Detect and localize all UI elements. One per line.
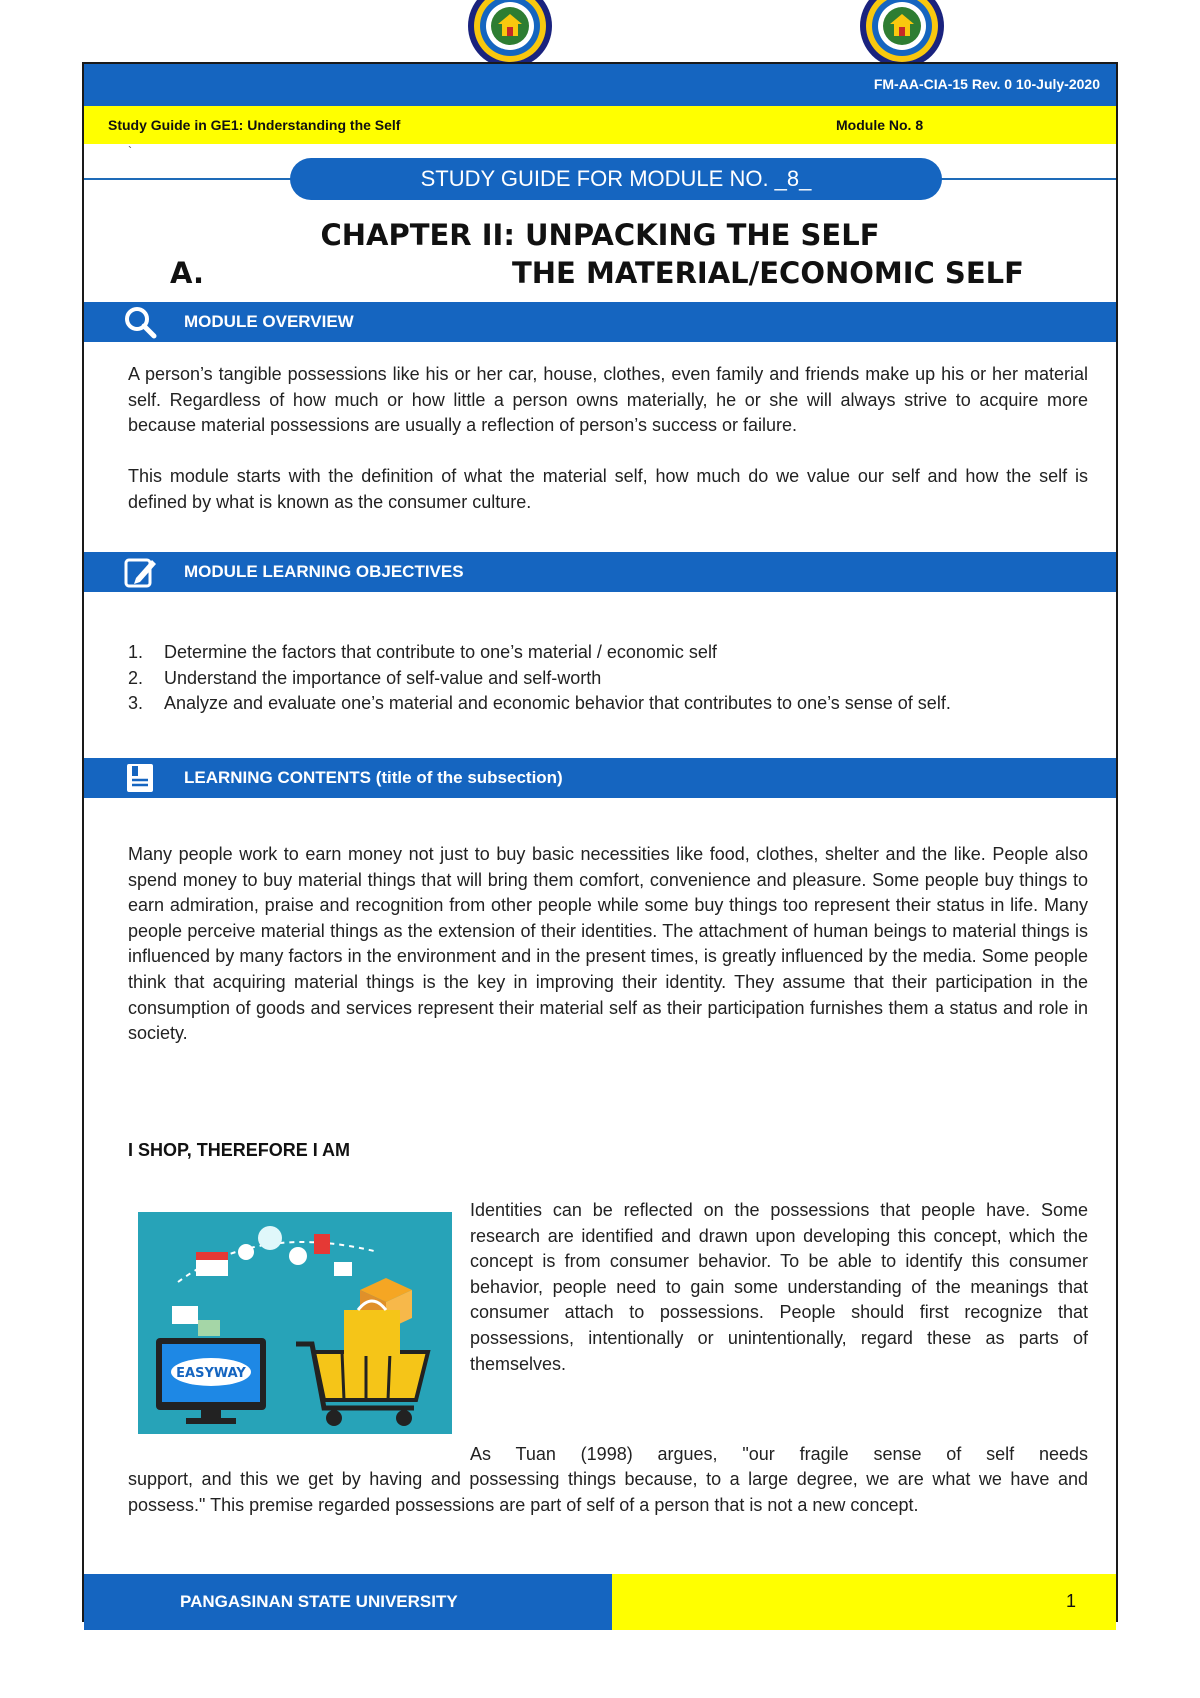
form-code: FM-AA-CIA-15 Rev. 0 10-July-2020 [873,76,1100,92]
header-yellow-bar [84,106,1116,144]
header-blue-bar [84,64,1116,106]
learning-contents-label: LEARNING CONTENTS (title of the subsection) [184,768,563,787]
pencil-edit-icon [122,554,158,590]
objective-text: Analyze and evaluate one’s material and economic behavior that contributes to one’s sense of self. [164,693,951,714]
module-number: Module No. 8 [836,117,924,133]
illustration-brand: EASYWAY [176,1366,246,1381]
page-number: 1 [1065,1591,1076,1611]
objectives-list [128,640,1088,717]
overview-paragraph-1: A person’s tangible possessions like his or her car, house, clothes, even family and friends make up his or her material self. Regardless of how much or how little a person owns materially, he or she will always strive to acquire more because material possessions are usually a reflection of person’s success or failure. [128,364,1088,436]
objective-number: 1. [128,642,144,662]
module-overview-label: MODULE OVERVIEW [184,312,354,331]
section-letter: A. [170,256,204,290]
study-guide-banner: STUDY GUIDE FOR MODULE NO. _8_ [290,158,942,200]
objective-text: Determine the factors that contribute to one’s material / economic self [164,642,717,662]
objective-item [128,691,1088,717]
divider-left [84,178,294,180]
quote-paragraph-first-line: As Tuan (1998) argues, "our fragile sense of self needs [470,1444,1088,1464]
university-name: PANGASINAN STATE UNIVERSITY [180,1592,458,1611]
learning-objectives-label: MODULE LEARNING OBJECTIVES [184,562,464,581]
quote-paragraph-continued: support, and this we get by having and possessing things because, to a large degree, we are what we have and possess." This premise regarded possessions are part of self of a person that is not a new concept. [128,1469,1088,1515]
shopping-illustration [138,1212,452,1434]
side-paragraph: Identities can be reflected on the possessions that people have. Some research are identified and drawn upon developing this concept, which the concept is from consumer behavior. To be able to identify this consumer behavior, people need to gain some understanding of the meanings that consumer attach to possessions. People should first recognize that possessions, intentionally or unintentionally, regard these as parts of themselves. [470,1200,1088,1374]
chapter-title: CHAPTER II: UNPACKING THE SELF [320,218,880,252]
stray-mark: ` [128,144,132,158]
divider-right [938,178,1116,180]
overview-paragraph-2: This module starts with the definition of what the material self, how much do we value our self and how the self is defined by what is known as the consumer culture. [128,466,1088,512]
objective-item [128,666,1088,692]
contents-paragraph: Many people work to earn money not just to buy basic necessities like food, clothes, shelter and the like. People also spend money to buy material things that will bring them comfort, convenience and pleasure. Some people buy things to earn admiration, praise and recognition from other people while some buy things too represent their status in life. Many people perceive material things as the extension of their identities. The attachment of human beings to material things is influenced by many factors in the environment and in the present times, is greatly influenced by the media. Some people think that acquiring material things is the key in improving their identity. They assume that their participation in the consumption of goods and services represent their material self as their participation furnishes them a status and role in society. [128,844,1088,1044]
subsection-heading: I SHOP, THEREFORE I AM [128,1140,351,1160]
objective-item [128,640,1088,666]
section-title: THE MATERIAL/ECONOMIC SELF [512,256,1024,290]
objective-number: 2. [128,667,144,688]
learning-contents-band [84,758,1116,798]
objective-number: 3. [128,693,144,714]
footer-page-bar [612,1574,1116,1630]
footer-university-bar [84,1574,612,1630]
study-guide-title: Study Guide in GE1: Understanding the Self [108,117,401,133]
document-icon [122,760,158,796]
objective-text: Understand the importance of self-value and self-worth [164,667,602,688]
module-overview-band [84,302,1116,342]
learning-objectives-band [84,552,1116,592]
magnifier-icon [122,304,158,340]
